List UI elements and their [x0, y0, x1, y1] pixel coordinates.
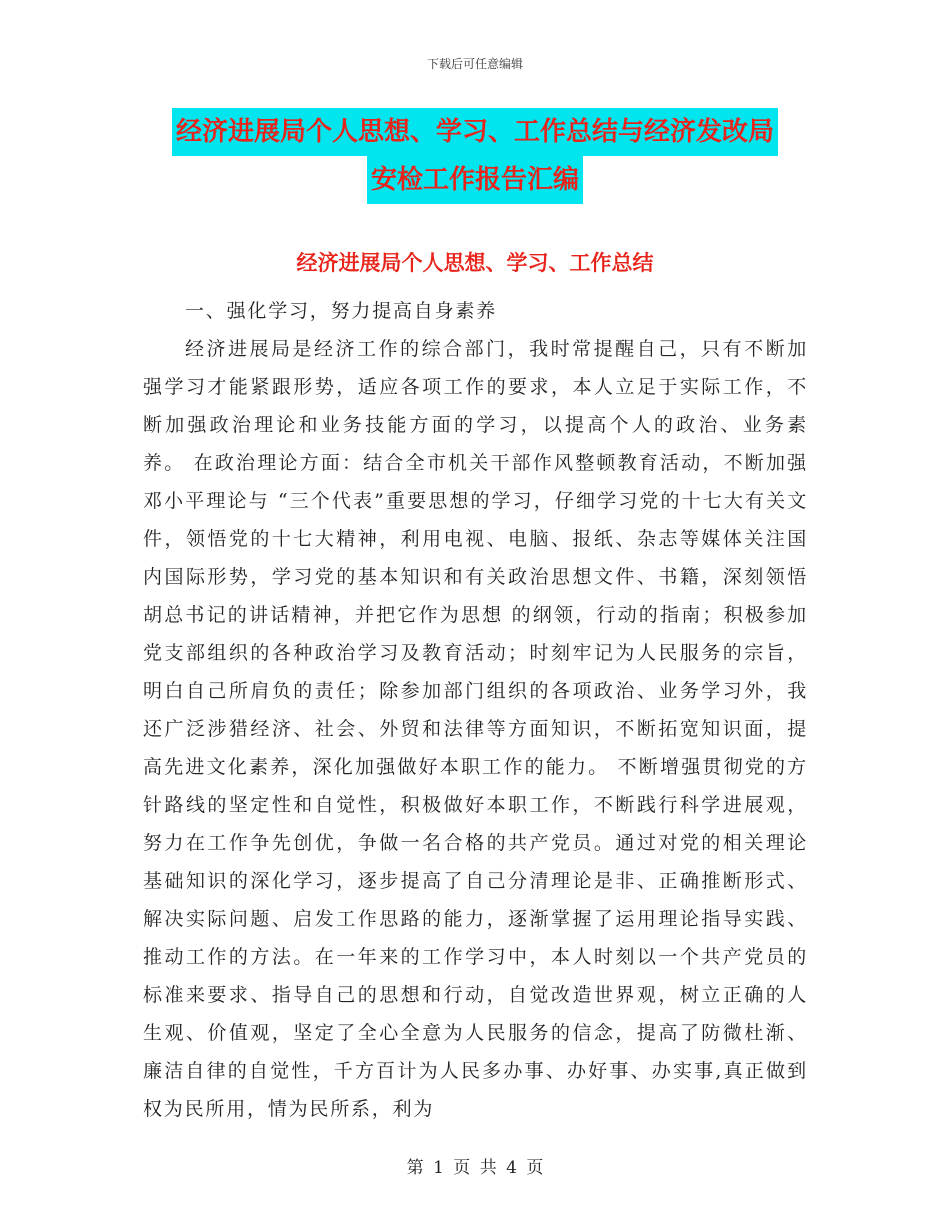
section-title: 经济进展局个人思想、学习、工作总结: [296, 251, 654, 275]
body-paragraph: 经济进展局是经济工作的综合部门，我时常提醒自己，只有不断加强学习才能紧跟形势，适应各项工作的要求，本人立足于实际工作，不断加强政治理论和业务技能方面的学习，以提高个人的政治、业务素养。 在政治理论方面：结合全市机关干部作风整顿教育活动，不断加强邓小平理论与 “三个代表”重要思想的学习，仔细学习党的十七大有关文件，领悟党的十七大精神，利用电视、电脑、报纸、杂志等媒体关注国内国际形势，学习党的基本知识和有关政治思想文件、书籍，深刻领悟胡总书记的讲话精神，并把它作为思想 的纲领，行动的指南；积极参加党支部组织的各种政治学习及教育活动；时刻牢记为人民服务的宗旨，明白自己所肩负的责任；除参加部门组织的各项政治、业务学习外，我还广泛涉猎经济、社会、外贸和法律等方面知识，不断拓宽知识面，提高先进文化素养，深化加强做好本职工作的能力。 不断增强贯彻党的方针路线的坚定性和自觉性，积极做好本职工作，不断践行科学进展观，努力在工作争先创优，争做一名合格的共产党员。通过对党的相关理论基础知识的深化学习，逐步提高了自己分清理论是非、正确推断形式、解决实际问题、启发工作思路的能力，逐渐掌握了运用理论指导实践、推动工作的方法。在一年来的工作学习中，本人时刻以一个共产党员的标准来要求、指导自己的思想和行动，自觉改造世界观，树立正确的人生观、价值观，坚定了全心全意为人民服务的信念，提高了防微杜渐、廉洁自律的自觉性，千方百计为人民多办事、办好事、办实事,真正做到权为民所用，情为民所系，利为: [143, 338, 808, 1120]
title-line-1: 经济进展局个人思想、学习、工作总结与经济发改局: [172, 108, 778, 156]
document-title: [0, 108, 950, 204]
body-text: [143, 292, 808, 1128]
page-footer: 第 1 页 共 4 页: [406, 1158, 544, 1178]
header-note: 下载后可任意编辑: [426, 57, 523, 71]
title-line-2: 安检工作报告汇编: [367, 156, 583, 204]
section-heading: 一、强化学习，努力提高自身素养: [185, 300, 498, 322]
